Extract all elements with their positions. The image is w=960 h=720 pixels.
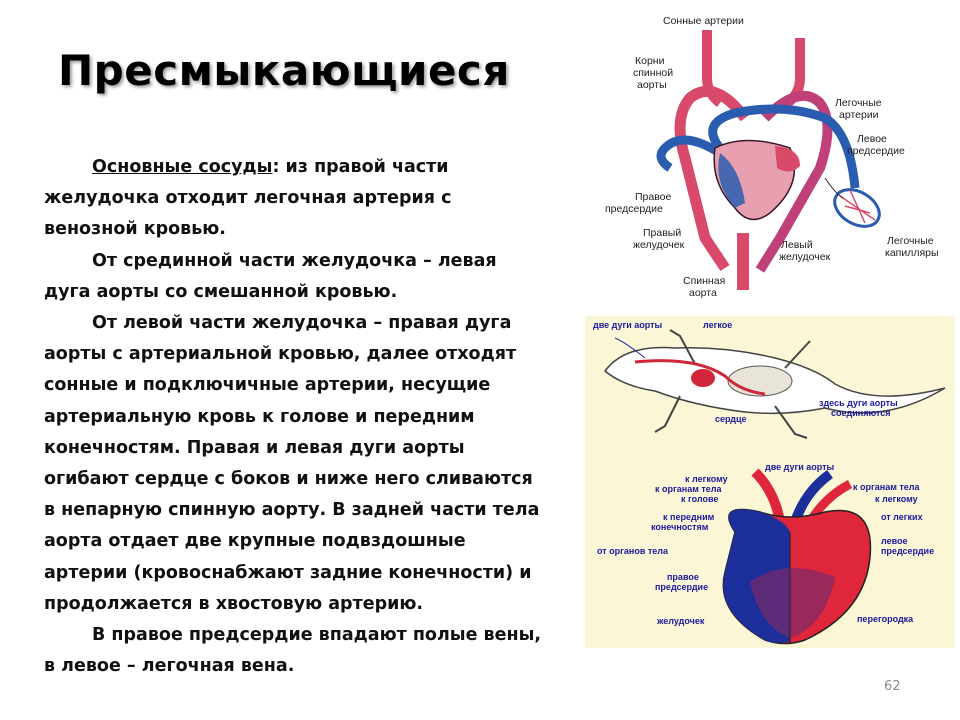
label-roots-3: аорты	[637, 79, 667, 91]
label-two-arches: две дуги аорты	[593, 320, 663, 330]
label-left-ventricle-2: желудочек	[779, 251, 831, 263]
label-to-lung-left: к легкому	[685, 474, 728, 484]
circulation-diagram	[595, 8, 955, 304]
label-left-atrium-2: предсердие	[881, 546, 935, 556]
label-lung-cap-1: Легочные	[887, 235, 934, 247]
paragraph-main-vessels	[44, 152, 544, 246]
label-to-forelimbs-2: конечностям	[651, 522, 709, 532]
label-roots-1: Корни	[635, 55, 665, 67]
label-pulm-art-1: Легочные	[835, 97, 882, 109]
label-left-atrium-1: Левое	[857, 133, 887, 145]
label-two-arches-heart: две дуги аорты	[765, 462, 835, 472]
label-left-atrium-2: предсердие	[847, 145, 905, 157]
paragraph-right-arch: От левой части желудочка – правая дуга аорты с артериальной кровью, далее отходят сонные и подключичные артерии, несущие артериальную кровь к голове и передним конечностям. Правая и левая дуги аорты огибают сердце с боков и ниже него сливаются в непарную спинную аорту. В задней части тела аорта отдает две крупные подвздошные артерии (кровоснабжают задние конечности) и продолжается в хвостовую артерию.	[44, 313, 540, 614]
label-right-atrium-2: предсердие	[605, 203, 663, 215]
label-arches-join-1: здесь дуги аорты	[819, 398, 898, 408]
label-ventricle: желудочек	[657, 616, 705, 626]
page-number: 62	[884, 679, 901, 694]
label-to-lung-right: к легкому	[875, 494, 918, 504]
label-carotid: Сонные артерии	[663, 15, 744, 27]
slide-title: Пресмыкающиеся	[58, 46, 510, 95]
label-from-body: от органов тела	[597, 546, 669, 556]
label-left-ventricle-1: Левый	[781, 239, 813, 251]
label-roots-2: спинной	[633, 67, 674, 79]
lizard-diagram	[585, 316, 955, 464]
label-to-forelimbs-1: к передним	[663, 512, 715, 522]
label-pulm-art-2: артерии	[839, 109, 879, 121]
heart-diagram	[585, 462, 955, 648]
label-lung: легкое	[703, 320, 733, 330]
label-from-lungs: от легких	[881, 512, 923, 522]
label-right-ventricle-2: желудочек	[633, 239, 685, 251]
label-dorsal-aorta-2: аорта	[689, 287, 717, 299]
label-to-head: к голове	[681, 494, 719, 504]
label-right-atrium-1: правое	[667, 572, 699, 582]
label-right-atrium-2: предсердие	[655, 582, 709, 592]
body-text	[44, 152, 544, 682]
label-dorsal-aorta-1: Спинная	[683, 275, 726, 287]
paragraph-veins: В правое предсердие впадают полые вены, в левое – легочная вена.	[44, 625, 542, 677]
label-heart: сердце	[715, 414, 747, 424]
paragraph-left-arch: От срединной части желудочка – левая дуга аорты со смешанной кровью.	[44, 250, 497, 302]
term-main-vessels: Основные сосуды	[92, 157, 273, 177]
label-septum: перегородка	[857, 614, 914, 624]
label-to-body-right: к органам тела	[853, 482, 920, 492]
label-right-atrium-1: Правое	[635, 191, 672, 203]
label-left-atrium-1: левое	[881, 536, 908, 546]
main-vessels-text: : из правой части желудочка отходит легочная артерия с венозной кровью.	[44, 157, 452, 240]
label-to-body-left: к органам тела	[655, 484, 722, 494]
label-lung-cap-2: капилляры	[885, 247, 939, 259]
label-right-ventricle-1: Правый	[643, 227, 682, 239]
label-arches-join-2: соединяются	[831, 408, 891, 418]
